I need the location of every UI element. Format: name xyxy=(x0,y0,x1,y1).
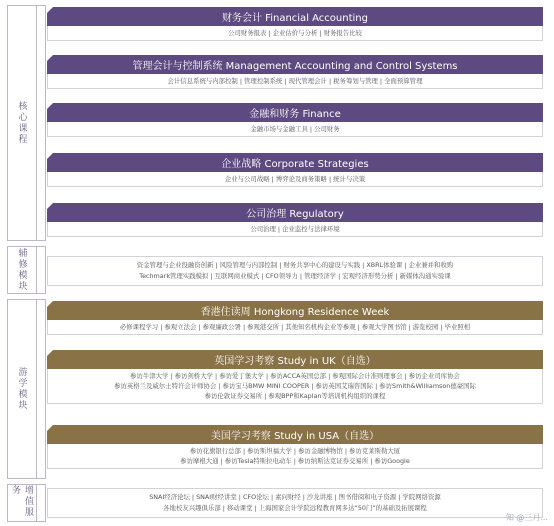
study-tour-block xyxy=(47,425,543,469)
core-courses-label xyxy=(7,5,37,241)
core-course-block xyxy=(47,55,543,89)
tour-activities xyxy=(47,444,543,469)
activity-line: 参访牛津大学 | 参访剑桥大学 | 参访爱丁堡大学 | 参访ACCA英国总部 | 参观国际会计准则理事会 | 参访企业司库协会 xyxy=(130,372,460,380)
core-course-block xyxy=(47,7,543,41)
activity-line: 必修课程学习 | 参观立法会 | 参观廉政公署 | 参观港交所 | 其他知名机构企业等参观 | 参观大学图书馆 | 游览校园 | 毕业照相 xyxy=(119,323,471,331)
course-topics xyxy=(47,222,543,237)
activity-line: 参访摩根大通 | 参访Tesla特斯拉电动车 | 参访纳斯达克证券交易所 | 参访Google xyxy=(180,457,410,465)
tour-header: 英国学习考察 Study in UK（自选） xyxy=(47,350,543,369)
course-topics xyxy=(47,74,543,89)
topic-line: 企业与公司战略 | 博弈论及商务策略 | 统计与决策 xyxy=(224,175,366,183)
elective-modules-label xyxy=(7,246,37,294)
topic-line: 公司治理 | 企业监控与法律环境 xyxy=(250,225,340,233)
course-topics xyxy=(47,122,543,137)
service-line: SNAI经济论坛 | SNAI财经讲堂 | CFO论坛 | 素问财经 | 沙龙讲座 | 图书借阅和电子资源 | 学院网络资源 xyxy=(149,493,441,501)
study-tour-block xyxy=(47,350,543,404)
activity-line: 参访花旗银行总部 | 参访斯坦福大学 | 参访金融博物馆 | 参访克莱斯勒大厦 xyxy=(189,447,401,455)
elective-bracket xyxy=(36,246,46,294)
topic-line: 金融市场与金融工具 | 公司财务 xyxy=(250,125,340,133)
tour-activities xyxy=(47,369,543,404)
tour-activities xyxy=(47,320,543,335)
elective-line: Techmark管理实践模拟 | 互联网商业模式 | CFO领导力 | 管理经济学 | 宏观经济形势分析 | 新媒体沟通实验课 xyxy=(139,272,451,280)
elective-modules-text: 辅修模块 xyxy=(16,248,27,292)
value-added-label xyxy=(7,484,37,522)
service-line: 各地校友兴趣俱乐部 | 移动课堂 | 上海国家会计学院远程教育网多达“50门”的基础及拓展课程 xyxy=(163,504,427,512)
topic-line: 会计信息系统与内部控制 | 管理控制系统 | 现代管理会计 | 税务筹划与管理 | 全面预算管理 xyxy=(167,77,423,85)
study-tour-block xyxy=(47,301,543,335)
course-header: 金融和财务 Finance xyxy=(47,103,543,122)
value-added-list xyxy=(47,488,543,518)
core-course-block xyxy=(47,103,543,137)
course-header: 公司治理 Regulatory xyxy=(47,203,543,222)
study-tour-bracket xyxy=(36,299,46,479)
course-header: 管理会计与控制系统 Management Accounting and Control Systems xyxy=(47,55,543,74)
core-course-block xyxy=(47,153,543,187)
elective-line: 资金管理与企业投融资创新 | 风险管理与内部控制 | 财务共享中心的建设与实践 | XBRL体验课 | 企业兼并和收购 xyxy=(136,261,454,269)
course-header: 企业战略 Corporate Strategies xyxy=(47,153,543,172)
activity-line: 参访伦敦证券交易所 | 参观BPP和Kaplan等培训机构组织的课程 xyxy=(204,392,386,400)
course-header: 财务会计 Financial Accounting xyxy=(47,7,543,26)
activity-line: 参访英格兰及威尔士特许会计师协会 | 参访宝马BMW MINI COOPER | 参访英国艾瑞咨国际 | 参访Smith&Williamson德豪国际 xyxy=(114,382,476,390)
core-courses-text: 核心课程 xyxy=(16,101,27,145)
tour-header: 美国学习考察 Study in USA（自选） xyxy=(47,425,543,444)
watermark: 知 @三月... xyxy=(505,513,548,522)
value-added-bracket xyxy=(36,484,46,522)
value-added-text: 增值服务 xyxy=(10,485,33,518)
study-tour-text: 游学模块 xyxy=(16,367,27,411)
core-course-block xyxy=(47,203,543,237)
topic-line: 公司财务报表 | 企业估价与分析 | 财务报告比较 xyxy=(228,29,362,37)
course-topics xyxy=(47,172,543,187)
course-topics xyxy=(47,26,543,41)
study-tour-label xyxy=(7,299,37,479)
core-bracket xyxy=(36,5,46,241)
elective-list xyxy=(47,256,543,286)
tour-header: 香港住读周 Hongkong Residence Week xyxy=(47,301,543,320)
